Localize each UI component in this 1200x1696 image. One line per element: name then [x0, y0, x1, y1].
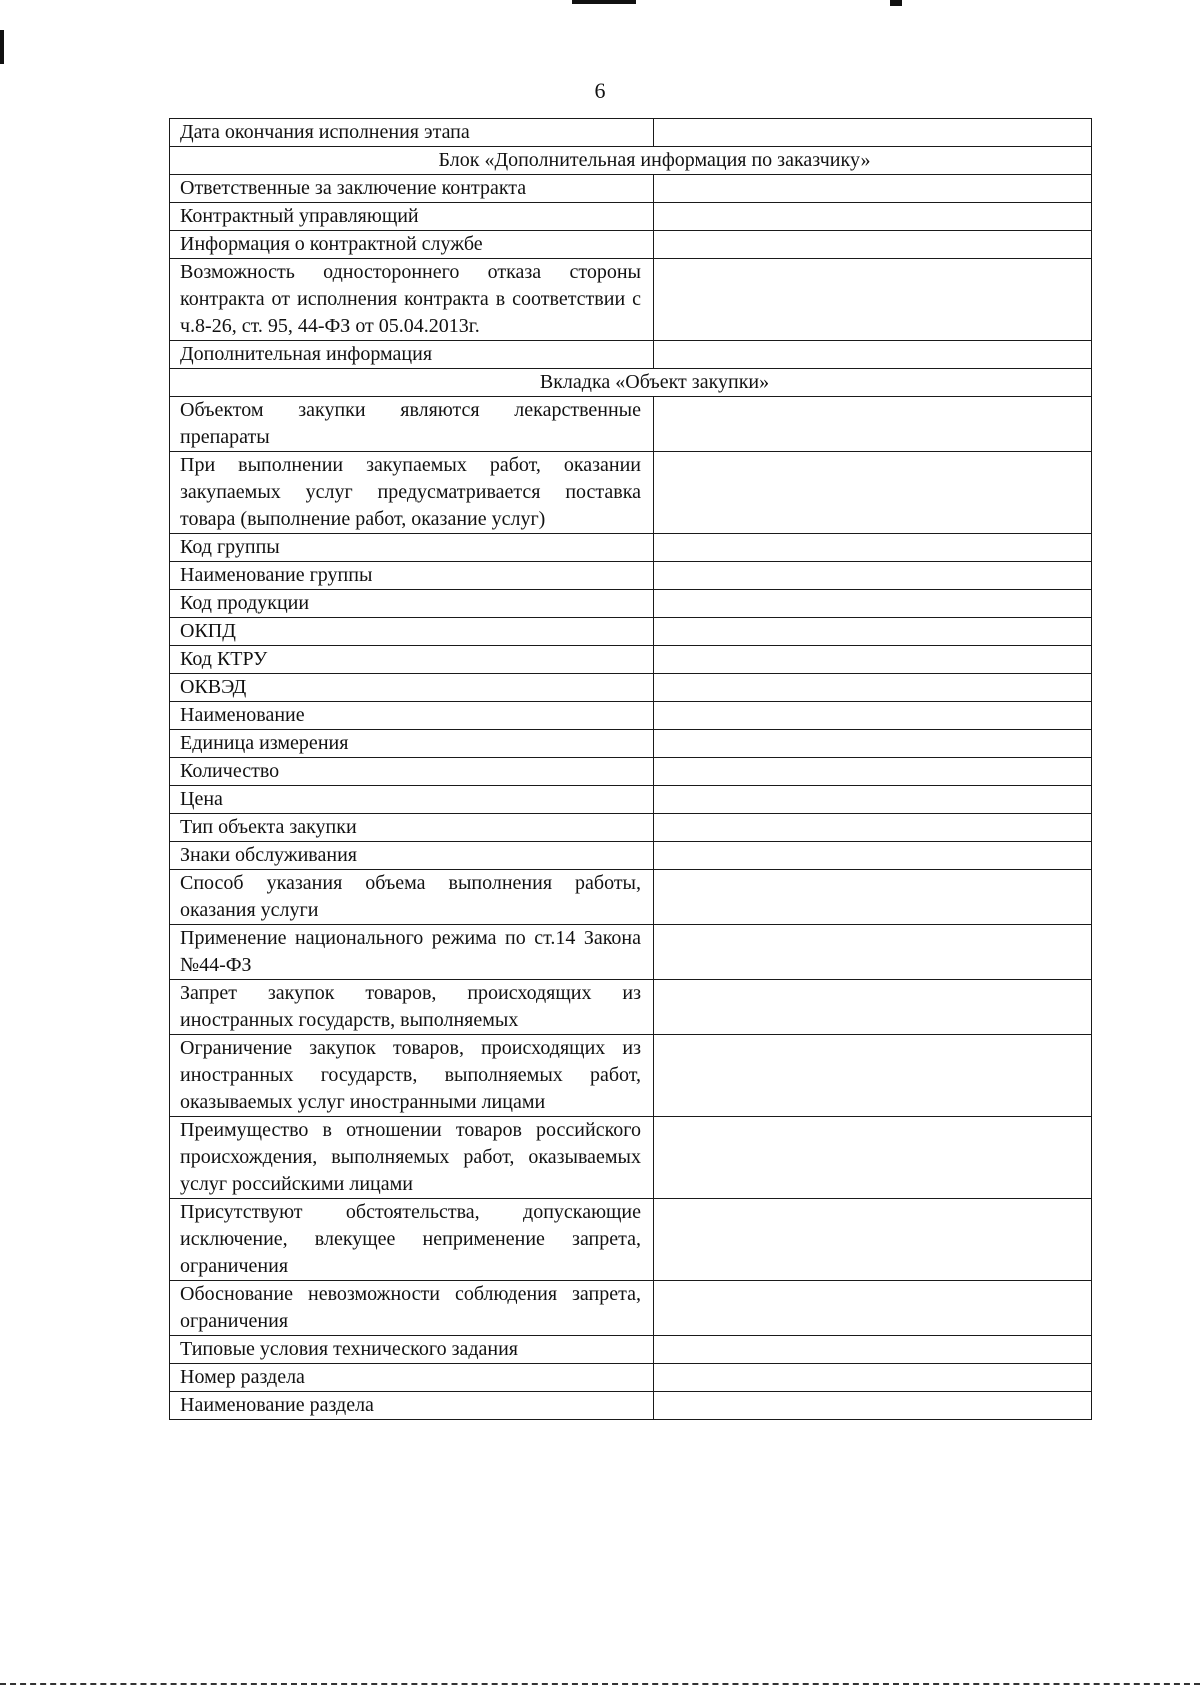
field-value-cell [654, 870, 1092, 925]
field-value-cell [654, 1035, 1092, 1117]
field-value-cell [654, 1336, 1092, 1364]
field-row [170, 1281, 1092, 1336]
field-label: При выполнении закупаемых работ, оказании закупаемых услуг предусматривается поставка товара (выполнение работ, оказание услуг) [170, 452, 654, 534]
field-label: Способ указания объема выполнения работы, оказания услуги [170, 870, 654, 925]
field-value-cell [654, 702, 1092, 730]
field-row [170, 1336, 1092, 1364]
field-row [170, 231, 1092, 259]
field-label: Цена [170, 786, 654, 814]
field-row [170, 1117, 1092, 1199]
field-value-cell [654, 786, 1092, 814]
field-label: Единица измерения [170, 730, 654, 758]
field-value-cell [654, 1117, 1092, 1199]
field-row [170, 1364, 1092, 1392]
field-label: Информация о контрактной службе [170, 231, 654, 259]
field-label: Преимущество в отношении товаров российского происхождения, выполняемых работ, оказываемых услуг российскими лицами [170, 1117, 654, 1199]
field-value-cell [654, 203, 1092, 231]
field-label: Объектом закупки являются лекарственные препараты [170, 397, 654, 452]
page-number: 6 [594, 78, 606, 103]
field-row [170, 925, 1092, 980]
field-value-cell [654, 842, 1092, 870]
field-label: Контрактный управляющий [170, 203, 654, 231]
field-row [170, 618, 1092, 646]
field-label: Применение национального режима по ст.14 Закона №44-ФЗ [170, 925, 654, 980]
field-label: Типовые условия технического задания [170, 1336, 654, 1364]
field-label: ОКВЭД [170, 674, 654, 702]
field-value-cell [654, 618, 1092, 646]
scan-edge-mark-left [0, 30, 4, 64]
field-label: Наименование раздела [170, 1392, 654, 1420]
field-label: Наименование группы [170, 562, 654, 590]
field-label: Код продукции [170, 590, 654, 618]
field-row [170, 534, 1092, 562]
field-row [170, 203, 1092, 231]
field-value-cell [654, 1199, 1092, 1281]
section-title: Блок «Дополнительная информация по заказчику» [170, 147, 1092, 175]
field-label: Дата окончания исполнения этапа [170, 119, 654, 147]
field-row [170, 1035, 1092, 1117]
field-label: Количество [170, 758, 654, 786]
field-row [170, 175, 1092, 203]
field-label: Ограничение закупок товаров, происходящих из иностранных государств, выполняемых работ, оказываемых услуг иностранными лицами [170, 1035, 654, 1117]
field-row [170, 341, 1092, 369]
field-value-cell [654, 646, 1092, 674]
field-row [170, 590, 1092, 618]
scan-bottom-line [0, 1683, 1200, 1685]
field-value-cell [654, 1364, 1092, 1392]
field-label: Обоснование невозможности соблюдения запрета, ограничения [170, 1281, 654, 1336]
field-row [170, 119, 1092, 147]
field-value-cell [654, 1392, 1092, 1420]
field-row [170, 786, 1092, 814]
field-value-cell [654, 341, 1092, 369]
field-row [170, 980, 1092, 1035]
field-value-cell [654, 925, 1092, 980]
section-header-row [170, 369, 1092, 397]
field-row [170, 452, 1092, 534]
field-value-cell [654, 534, 1092, 562]
form-table [169, 118, 1092, 1420]
field-row [170, 562, 1092, 590]
section-header-row [170, 147, 1092, 175]
field-row [170, 397, 1092, 452]
field-label: Тип объекта закупки [170, 814, 654, 842]
field-value-cell [654, 119, 1092, 147]
field-label: Запрет закупок товаров, происходящих из иностранных государств, выполняемых [170, 980, 654, 1035]
field-row [170, 702, 1092, 730]
field-value-cell [654, 175, 1092, 203]
scan-edge-mark-top [572, 0, 636, 4]
field-value-cell [654, 397, 1092, 452]
field-row [170, 870, 1092, 925]
field-value-cell [654, 590, 1092, 618]
field-label: Присутствуют обстоятельства, допускающие исключение, влекущее неприменение запрета, ограничения [170, 1199, 654, 1281]
field-value-cell [654, 674, 1092, 702]
field-row [170, 646, 1092, 674]
field-row [170, 730, 1092, 758]
field-row [170, 1199, 1092, 1281]
field-row [170, 1392, 1092, 1420]
field-value-cell [654, 452, 1092, 534]
scan-edge-mark-top-right [890, 0, 902, 6]
field-value-cell [654, 730, 1092, 758]
field-value-cell [654, 1281, 1092, 1336]
field-label: ОКПД [170, 618, 654, 646]
field-value-cell [654, 231, 1092, 259]
field-label: Дополнительная информация [170, 341, 654, 369]
field-row [170, 674, 1092, 702]
field-value-cell [654, 758, 1092, 786]
field-row [170, 814, 1092, 842]
field-value-cell [654, 980, 1092, 1035]
field-row [170, 842, 1092, 870]
field-label: Знаки обслуживания [170, 842, 654, 870]
field-label: Наименование [170, 702, 654, 730]
field-row [170, 259, 1092, 341]
field-label: Код КТРУ [170, 646, 654, 674]
field-value-cell [654, 814, 1092, 842]
field-value-cell [654, 259, 1092, 341]
field-label: Ответственные за заключение контракта [170, 175, 654, 203]
field-value-cell [654, 562, 1092, 590]
field-label: Номер раздела [170, 1364, 654, 1392]
field-label: Возможность одностороннего отказа стороны контракта от исполнения контракта в соответствии с ч.8-26, ст. 95, 44-ФЗ от 05.04.2013г. [170, 259, 654, 341]
field-row [170, 758, 1092, 786]
form-table-body [170, 119, 1092, 1420]
section-title: Вкладка «Объект закупки» [170, 369, 1092, 397]
field-label: Код группы [170, 534, 654, 562]
